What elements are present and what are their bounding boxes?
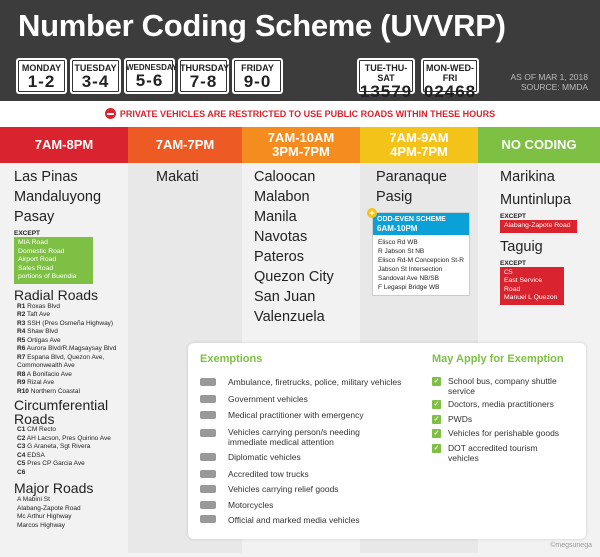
road-item: Marcos Highway (17, 521, 66, 529)
may-apply-item: Vehicles for perishable goods (448, 428, 560, 438)
exemption-item: Diplomatic vehicles (228, 452, 301, 462)
road-item: F Legaspi Bridge WB (378, 284, 440, 291)
column-head-1: 7AM-8PM (0, 127, 128, 163)
road-item: R10 Northern Coastal (17, 387, 80, 395)
header (0, 0, 600, 101)
road-item: R2 Taft Ave (17, 311, 51, 318)
odd-even-roads (373, 235, 469, 295)
road-item: Mc Arthur Highway (17, 513, 72, 520)
road-item: C1 CM Recto (17, 426, 57, 433)
odd-even-time: 6AM-10PM (377, 224, 418, 233)
city: Pasig (376, 189, 413, 205)
city: Malabon (254, 189, 310, 205)
road-item: C5 Pres CP Garcia Ave (17, 460, 85, 467)
major-roads-title: Major Roads (14, 480, 94, 496)
car-icon (200, 395, 216, 403)
restriction-banner (0, 101, 600, 127)
city: Marikina (500, 169, 555, 185)
plate-numbers: 9-0 (243, 72, 272, 91)
exemption-item: Government vehicles (228, 394, 308, 404)
road-item: R4 Shaw Blvd (17, 328, 58, 335)
as-of-note (511, 72, 588, 92)
city: Quezon City (254, 269, 334, 285)
media-van-icon (200, 515, 216, 523)
road-item: R9 Rizal Ave (17, 379, 55, 386)
no-entry-icon (105, 108, 116, 119)
plus-icon: + (367, 208, 377, 218)
plate-numbers: 5-6 (135, 71, 164, 90)
check-icon: ✓ (433, 416, 440, 423)
source: SOURCE: MMDA (520, 82, 588, 92)
radial-list (14, 303, 128, 397)
city: Manila (254, 209, 297, 225)
exception-item: Manuel L Quezon (504, 294, 558, 301)
tow-truck-icon (200, 470, 216, 478)
exemptions-title: Exemptions (200, 353, 263, 365)
except-label: EXCEPT (14, 230, 41, 237)
exception-item: Sales Road (18, 264, 54, 272)
exception-list (500, 267, 564, 305)
city: Valenzuela (254, 309, 325, 325)
exception-item: MIA Road (18, 239, 48, 246)
plate-monday (16, 58, 67, 94)
plate-numbers: 3-4 (81, 72, 110, 91)
check-icon: ✓ (433, 430, 440, 437)
city: Taguig (500, 238, 543, 255)
plate-day: MONDAY (21, 63, 62, 73)
plate-numbers: 13579 (359, 82, 413, 101)
plate-thursday (178, 58, 229, 94)
exception-item: portions of Buendia (18, 273, 77, 280)
exemption-item: Medical practitioner with emergency (228, 410, 364, 420)
circumferential-roads-title: Circumferential Roads (14, 397, 109, 427)
credit: ©megsunega (550, 542, 592, 549)
plate-day: MON-WED-FRI (426, 63, 474, 83)
exemption-item: Vehicles carrying person/s needing immediate medical attention (228, 427, 360, 447)
road-item: Alabang-Zapote Road (17, 504, 81, 512)
city: Paranaque (376, 169, 447, 185)
as-of-date: AS OF MAR 1, 2018 (510, 72, 588, 82)
check-icon: ✓ (433, 401, 440, 408)
exception-item: Alabang-Zapote Road (500, 220, 577, 233)
plate-day: TUESDAY (74, 63, 117, 73)
city: Makati (156, 169, 199, 185)
page-title: Number Coding Scheme (UVVRP) (18, 8, 506, 43)
exception-item: C5 (504, 268, 513, 276)
city: Pateros (254, 249, 304, 265)
may-apply-title: May Apply for Exemption (432, 353, 564, 365)
column-head-3: 7AM-10AM 3PM-7PM (242, 127, 360, 163)
radial-roads-title: Radial Roads (14, 286, 99, 303)
plate-friday (232, 58, 283, 94)
exemption-item: Vehicles carrying relief goods (228, 484, 339, 494)
exception-list (14, 237, 93, 284)
column-head-4: 7AM-9AM 4PM-7PM (360, 127, 478, 163)
road-item: C6 (17, 468, 26, 476)
except-label: EXCEPT (500, 259, 527, 267)
odd-even-box (372, 212, 470, 296)
exemption-item: Official and marked media vehicles (228, 515, 360, 525)
city: Las Pinas (14, 169, 78, 185)
motorcycle-icon (200, 501, 216, 509)
circ-list (14, 426, 128, 477)
diplomat-car-icon (200, 453, 216, 461)
relief-truck-icon (200, 485, 216, 493)
plate-day: FRIDAY (241, 63, 274, 73)
city: San Juan (254, 289, 316, 305)
medical-car-icon (200, 411, 216, 419)
road-item: Elisco Rd WB (378, 239, 418, 246)
city: Mandaluyong (14, 189, 102, 205)
city: Navotas (254, 229, 308, 245)
road-item: R1 Roxas Blvd (17, 302, 60, 310)
except-label: EXCEPT (500, 213, 527, 220)
exemptions-box (188, 343, 586, 539)
exception-item: Domestic Road (18, 247, 65, 255)
plate-numbers: 02468 (423, 82, 477, 101)
column-head-5: NO CODING (478, 127, 600, 163)
city: Muntinlupa (500, 192, 571, 208)
plate-numbers: 1-2 (27, 72, 56, 91)
plate-wednesday (124, 58, 178, 94)
road-item: A Mabini St (17, 496, 50, 503)
may-apply-item: DOT accredited tourism vehicles (448, 443, 538, 463)
exemption-item: Ambulance, firetrucks, police, military vehicles (228, 377, 402, 387)
road-item: C3 G Araneta, Sgt Rivera (17, 443, 91, 450)
road-item: R5 Ortigas Ave (17, 336, 61, 344)
city: Pasay (14, 209, 55, 225)
city: Caloocan (254, 169, 316, 185)
plate-tuesday (70, 58, 121, 94)
plate-day: TUE-THU-SAT (364, 63, 408, 83)
banner-text: PRIVATE VEHICLES ARE RESTRICTED TO USE PUBLIC ROADS WITHIN THESE HOURS (119, 109, 496, 119)
may-apply-item: PWDs (448, 414, 473, 424)
odd-even-title: ODD-EVEN SCHEME (377, 216, 446, 223)
check-icon: ✓ (433, 445, 440, 452)
patient-car-icon (200, 429, 216, 437)
exemption-item: Motorcycles (228, 500, 274, 510)
road-item: C2 AH Lacson, Pres Quirino Ave (17, 434, 111, 442)
odd-even-header (373, 213, 469, 235)
road-item: R3 SSH (Pres Osmeña Highway) (17, 319, 114, 327)
ambulance-icon (200, 378, 216, 386)
plate-numbers: 7-8 (189, 72, 218, 91)
plate-day: THURSDAY (180, 63, 230, 73)
column-1 (14, 167, 128, 557)
road-item: R7 Espana Blvd, Quezon Ave, Commonwealth Ave (17, 353, 105, 369)
road-item: Elisco Rd-M Concepcion St-R Jabson St Intersection (378, 257, 464, 273)
exception-item: East Service Road (504, 277, 543, 293)
plate-odd (357, 58, 415, 101)
plate-even (421, 58, 479, 101)
may-apply-item: School bus, company shuttle service (448, 376, 557, 396)
exemption-item: Accredited tow trucks (228, 469, 309, 479)
road-item: C4 EDSA (17, 451, 45, 459)
road-item: R6 Aurora Blvd/R.Magsaysay Blvd (17, 345, 117, 352)
exception-item: Airport Road (18, 256, 57, 263)
road-item: R Jabson St NB (378, 248, 425, 255)
check-icon: ✓ (433, 378, 440, 385)
road-item: R8 A Bonifacio Ave (17, 370, 72, 378)
column-head-2: 7AM-7PM (128, 127, 242, 163)
plate-day: WEDNESDAY (126, 63, 178, 72)
major-list (14, 496, 128, 530)
road-item: Sandoval Ave NB/SB (378, 275, 439, 282)
may-apply-item: Doctors, media practitioners (448, 399, 554, 409)
